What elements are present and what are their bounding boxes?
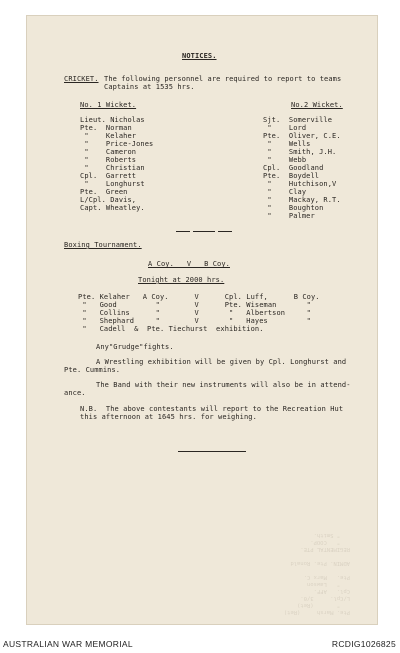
list-item: Lieut. Nicholas	[80, 116, 145, 124]
list-item: " Smith, J.H.	[263, 148, 337, 156]
list-item: Pte. Oliver, C.E.	[263, 132, 341, 140]
list-item: Sjt. Somerville	[263, 116, 333, 124]
list-item: Capt. Wheatley.	[80, 204, 145, 212]
list-item: " Price-Jones	[80, 140, 154, 148]
archive-name: AUSTRALIAN WAR MEMORIAL	[3, 639, 133, 649]
boxing-matchup: A Coy. V B Coy.	[148, 260, 230, 268]
list-item: " Collins " V " Albertson "	[78, 309, 311, 317]
list-item: " Shephard " V " Hayes "	[78, 317, 311, 325]
list-item: Pte. Green	[80, 188, 128, 196]
band-line2: ance.	[64, 389, 86, 397]
section-divider	[193, 231, 215, 232]
wrestling-line2: Pte. Cummins.	[64, 366, 121, 374]
list-item: " Palmer	[263, 212, 315, 220]
list-item: " Boughton	[263, 204, 324, 212]
wicket2-heading: No.2 Wicket.	[291, 101, 343, 109]
cricket-intro-line2: Captains at 1535 hrs.	[104, 83, 195, 91]
list-item: Pte. Norman	[80, 124, 132, 132]
list-item: " Kelaher	[80, 132, 137, 140]
nb-line1: N.B. The above contestants will report to the Recreation Hut	[80, 405, 344, 413]
nb-line2: this afternoon at 1645 hrs. for weighing.	[80, 413, 257, 421]
wicket1-heading: No. 1 Wicket.	[80, 101, 137, 109]
list-item: " Hutchison,V	[263, 180, 337, 188]
list-item: " Roberts	[80, 156, 137, 164]
list-item: " Lord	[263, 124, 307, 132]
list-item: Cpl. Garrett	[80, 172, 137, 180]
list-item: Cpl. Goodland	[263, 164, 324, 172]
cricket-intro-line1: The following personnel are required to report to teams	[104, 75, 342, 83]
bleed-through-text: Pte. Marsh (Ret) " (Ret) L/Cpl. 3/0. Cpl. AFF. " Lawson Pte. Marx C. ADMIN. Pte. Ronald REGIMENTAL PTE. " COOP. " Smith.	[283, 532, 350, 615]
closing-rule	[178, 451, 246, 452]
page-title: NOTICES.	[182, 52, 217, 60]
archive-footer	[0, 635, 400, 653]
grudge-line: Any"Grudge"fights.	[96, 343, 174, 351]
boxing-heading: Boxing Tournament.	[64, 241, 142, 249]
list-item: Pte. Kelaher A Coy. V Cpl. Luff, B Coy.	[78, 293, 320, 301]
band-line1: The Band with their new instruments will also be in attend-	[96, 381, 351, 389]
list-item: " Christian	[80, 164, 145, 172]
list-item: " Mackay, R.T.	[263, 196, 341, 204]
list-item: " Wells	[263, 140, 311, 148]
boxing-time: Tonight at 2000 hrs.	[138, 276, 225, 284]
list-item: " Longhurst	[80, 180, 145, 188]
cricket-heading: CRICKET.	[64, 75, 99, 83]
section-divider	[176, 231, 190, 232]
archive-reference: RCDIG1026825	[331, 639, 396, 649]
list-item: " Webb	[263, 156, 307, 164]
list-item: " Cadell & Pte. Tiechurst exhibition.	[78, 325, 264, 333]
list-item: " Good " V Pte. Wiseman "	[78, 301, 311, 309]
section-divider	[218, 231, 232, 232]
wrestling-line1: A Wrestling exhibition will be given by Cpl. Longhurst and	[96, 358, 347, 366]
list-item: " Cameron	[80, 148, 137, 156]
list-item: L/Cpl. Davis,	[80, 196, 137, 204]
list-item: Pte. Boydell	[263, 172, 320, 180]
list-item: " Clay	[263, 188, 307, 196]
